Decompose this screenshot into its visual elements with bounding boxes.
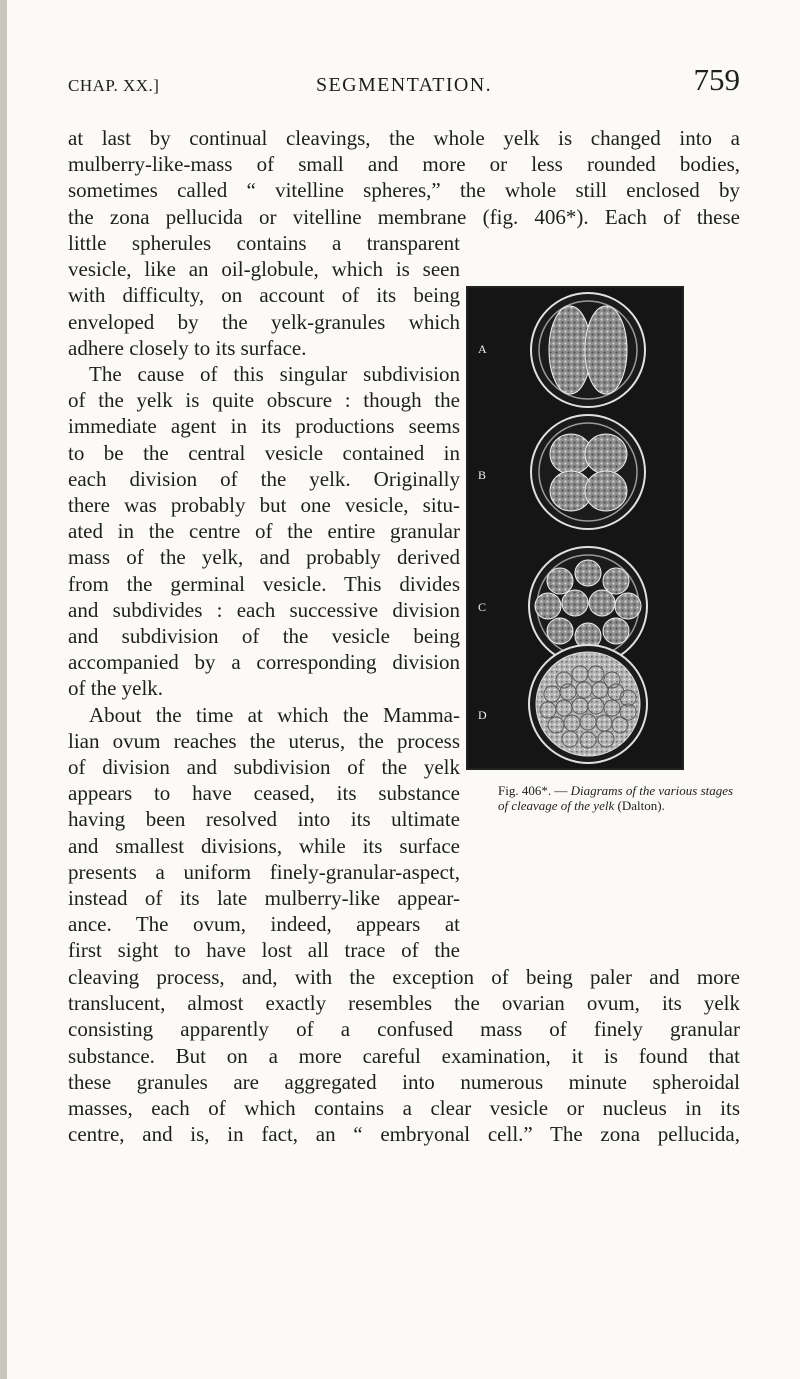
text-line: immediate agent in its productions seems — [68, 414, 460, 439]
text-line: lian ovum reaches the uterus, the process — [68, 728, 460, 753]
text-line: and subdivision of the vesicle being — [68, 624, 460, 649]
text-line: translucent, almost exactly resembles the ovarian ovum, its yelk — [68, 991, 740, 1016]
text-line: consisting apparently of a confused mass of finely granular — [68, 1017, 740, 1042]
text-line: these granules are aggregated into numerous minute spheroidal — [68, 1069, 740, 1094]
text-line: accompanied by a corresponding division — [68, 650, 460, 675]
text-line: ated in the centre of the entire granular — [68, 519, 460, 544]
text-line: masses, each of which contains a clear vesicle or nucleus in its — [68, 1096, 740, 1121]
binding-gutter — [0, 0, 7, 1379]
text-line: ance. The ovum, indeed, appears at — [68, 912, 460, 937]
caption-number: Fig. 406*. — — [498, 783, 568, 798]
figure-illustration — [468, 288, 682, 768]
text-line: About the time at which the Mamma- — [89, 702, 460, 727]
text-line: of division and subdivision of the yelk — [68, 755, 460, 780]
text-line: sometimes called “ vitelline spheres,” the whole still enclosed by — [68, 178, 740, 203]
text-line: adhere closely to its surface. — [68, 335, 307, 360]
stage-d-egg — [529, 645, 647, 763]
text-line: little spherules contains a transparent — [68, 231, 460, 255]
paragraph-top — [68, 125, 740, 230]
text-line: presents a uniform finely-granular-aspect, — [68, 859, 460, 884]
text-line: of the yelk. — [68, 676, 164, 701]
text-line: centre, and is, in fact, an “ embryonal cell.” The zona pellucida, — [68, 1122, 740, 1147]
figure-label-a: A — [478, 342, 487, 356]
text-line: from the germinal vesicle. This divides — [68, 571, 460, 596]
text-line: appears to have ceased, its substance — [68, 781, 460, 806]
text-line: with difficulty, on account of its being — [68, 283, 460, 308]
text-line: substance. But on a more careful examination, it is found that — [68, 1043, 740, 1068]
caption-title: Diagrams of the various stages of cleavage of the yelk — [498, 783, 734, 813]
chapter-reference: CHAP. XX.] — [68, 76, 160, 95]
text-line: of the yelk is quite obscure : though the — [68, 388, 460, 413]
text-line: to be the central vesicle contained in — [68, 440, 460, 465]
text-line: first sight to have lost all trace of the — [68, 938, 460, 963]
text-line: each division of the yelk. Originally — [68, 466, 460, 491]
text-line: mulberry-like-mass of small and more or less rounded bodies, — [68, 152, 740, 177]
stage-b-egg — [531, 415, 645, 529]
figure-label-d: D — [478, 708, 487, 722]
figure-label-b: B — [478, 468, 487, 482]
text-line: enveloped by the yelk-granules which — [68, 309, 460, 334]
text-line: and subdivides : each successive division — [68, 597, 460, 622]
stage-a-egg — [531, 293, 645, 407]
figure-label-c: C — [478, 600, 487, 614]
text-line: cleaving process, and, with the exception of being paler and more — [68, 965, 740, 989]
text-line: mass of the yelk, and probably derived — [68, 545, 460, 570]
paragraph-bottom — [68, 964, 740, 1147]
text-line: The cause of this singular subdivision — [89, 362, 460, 387]
page-number: 759 — [693, 62, 740, 97]
text-line: vesicle, like an oil-globule, which is seen — [68, 257, 460, 282]
text-line: at last by continual cleavings, the whole yelk is changed into a — [68, 126, 740, 150]
running-header — [68, 62, 740, 102]
text-line: instead of its late mulberry-like appear- — [68, 886, 460, 911]
text-line: having been resolved into its ultimate — [68, 807, 460, 832]
text-line: the zona pellucida or vitelline membrane (fig. 406*). Each of these — [68, 204, 740, 229]
paragraph-narrow-column — [68, 230, 460, 964]
caption-source: (Dalton). — [617, 798, 665, 813]
text-line: and smallest divisions, while its surface — [68, 833, 460, 858]
figure-cleavage-diagrams — [466, 286, 684, 770]
section-title: SEGMENTATION. — [315, 74, 493, 96]
text-line: there was probably but one vesicle, situ- — [68, 493, 460, 518]
figure-caption — [498, 783, 743, 813]
